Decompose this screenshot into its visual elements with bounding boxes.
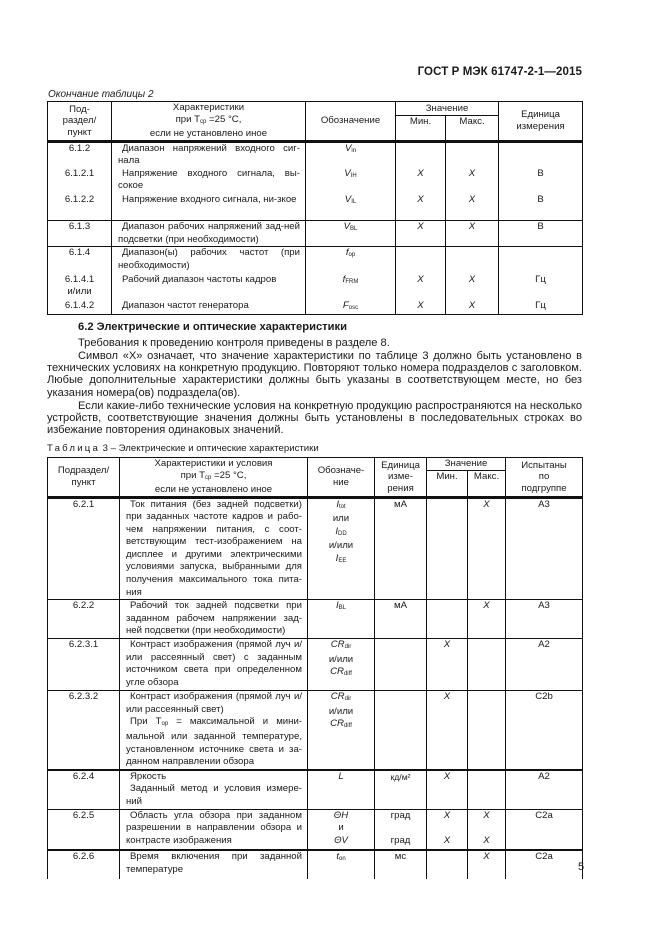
header-value: Значение (396, 102, 499, 116)
header-characteristics (112, 102, 306, 142)
row-max: X (468, 850, 506, 879)
row-unit (499, 141, 583, 168)
paragraph: Если какие-либо технические условия на конкретную продукцию распространяются на несколько устройств, соответствующие значения должны быть установлены в последовательных строках во избежание повторения одинаковых значений. (47, 400, 582, 437)
row-description: Диапазон(ы) рабочих частот (при необходимости) (112, 247, 306, 274)
header-designation: Обозначение (306, 102, 396, 142)
standard-code-header: ГОСТ Р МЭК 61747-2-1—2015 (417, 66, 582, 78)
table-row (48, 247, 583, 274)
row-min: X X (427, 809, 468, 850)
row-description: Диапазон рабочих напряжений зад-ней подсветки (при необходимости) (112, 221, 306, 247)
row-max: X (468, 600, 506, 639)
header-text: Единица (381, 459, 420, 471)
row-description: Ток питания (без задней подсветки) при заданных частоте кадров и рабо-чем напряжении питания, с соот-ветствующим тест-изображением на дисплее и другими электрическими условиями запуска, выбранными для получения максимального тока пита-ния (120, 497, 308, 600)
row-unit: кд/м² (375, 770, 427, 809)
row-symbol: $t_{on}$ (308, 850, 375, 879)
header-text: измерения (516, 120, 565, 132)
row-id: 6.1.2.1 (48, 168, 112, 194)
row-max (468, 691, 506, 770)
header-text: пункт (71, 476, 96, 488)
row-test-group: C2a (506, 850, 583, 879)
header-text: Испытаны (521, 459, 567, 471)
row-min: X (396, 168, 446, 194)
row-unit: мА (375, 600, 427, 639)
row-symbol: $I_{tot}$ или $I_{DD}$ и/или $I_{EE}$ (308, 497, 375, 600)
row-id: 6.2.2 (48, 600, 120, 639)
header-unit (499, 102, 583, 142)
table-2 (47, 101, 583, 315)
paragraph: Требования к проведению контроля приведены в разделе 8. (78, 337, 390, 349)
row-id: 6.1.2.2 (48, 194, 112, 221)
header-value: Значение (427, 458, 506, 471)
row-symbol: $f_{op}$ (306, 247, 396, 274)
row-max: X (446, 168, 499, 194)
table-row (48, 691, 583, 770)
row-min: X (396, 194, 446, 221)
row-min (427, 497, 468, 600)
row-id: 6.1.3 (48, 221, 112, 247)
row-symbol: $I_{BL}$ (308, 600, 375, 639)
table-row (48, 497, 583, 600)
row-max: X X (468, 809, 506, 850)
row-symbol: $F_{osc}$ (306, 300, 396, 315)
header-text: при $T_{ср} =25$ °С, (175, 113, 242, 125)
row-max (468, 770, 506, 809)
row-description: Время включения при заданной температуре (120, 850, 308, 879)
page-number: 5 (578, 861, 585, 873)
row-min: X (396, 300, 446, 315)
row-symbol: $V_{IH}$ (306, 168, 396, 194)
row-unit (375, 639, 427, 691)
row-test-group: C2a (506, 809, 583, 850)
row-symbol: $CR_{dir}$ и/или $CR_{diff}$ (308, 639, 375, 691)
row-unit: В (499, 168, 583, 194)
row-id: 6.1.4.2 (48, 300, 112, 315)
row-min: X (427, 770, 468, 809)
header-text: раздел/ (62, 115, 97, 126)
row-min: X (396, 221, 446, 247)
row-description: Яркость Заданный метод и условия измере-ний (120, 770, 308, 809)
row-unit: мс (375, 850, 427, 879)
header-text: Характеристики (172, 102, 245, 113)
table-row (48, 639, 583, 691)
row-description: Диапазон напряжений входного сиг-нала (112, 141, 306, 168)
table-row (48, 809, 583, 850)
row-min: X (427, 639, 468, 691)
row-min (396, 141, 446, 168)
row-id: 6.1.4 (48, 247, 112, 274)
header-text: если не установлено иное (149, 128, 268, 139)
header-text: ние (333, 476, 349, 488)
row-test-group: А2 (506, 770, 583, 809)
row-max (446, 247, 499, 274)
row-description: Область угла обзора при заданном разрешении в направлении обзора и контрасте изображения (120, 809, 308, 850)
header-max: Макс. (446, 115, 499, 141)
paragraph: Символ «X» означает, что значение характеристики по таблице 3 должно быть установлено в технических условиях на конкретную продукцию. Повторяют только номера подразделов с заголовком. Любые дополнительные характеристики должны быть указаны в соответствующем месте, но без указания номера(ов) подраздела(ов). (47, 350, 582, 399)
row-symbol: $V_{in}$ (306, 141, 396, 168)
table2-continuation-caption: Окончание таблицы 2 (48, 89, 154, 100)
header-max: Макс. (468, 471, 506, 497)
table-row (48, 168, 583, 194)
row-test-group: C2b (506, 691, 583, 770)
row-id: 6.2.1 (48, 497, 120, 600)
header-designation (308, 458, 375, 498)
header-min: Мин. (396, 115, 446, 141)
row-symbol: $CR_{dir}$ и/или $CR_{diff}$ (308, 691, 375, 770)
row-min: X (396, 274, 446, 300)
section-title: 6.2 Электрические и оптические характеристики (78, 321, 348, 333)
row-max: X (446, 194, 499, 221)
row-id: 6.1.4.1 и/или (48, 274, 112, 300)
row-id: 6.2.3.2 (48, 691, 120, 770)
table-row (48, 850, 583, 879)
row-test-group: А3 (506, 600, 583, 639)
row-description: Напряжение входного сигнала, вы-сокое (112, 168, 306, 194)
row-max (446, 141, 499, 168)
header-unit (375, 458, 427, 498)
table-row (48, 194, 583, 221)
header-text: Обозначе- (317, 465, 365, 477)
row-unit: В (499, 194, 583, 221)
header-text: Подраздел/ (57, 465, 110, 477)
row-description: Рабочий ток задней подсветки при заданном рабочем напряжении зад-ней подсветки (при необходимости) (120, 600, 308, 639)
header-text: Под- (69, 103, 90, 115)
header-min: Мин. (427, 471, 468, 497)
row-min (427, 850, 468, 879)
row-unit (499, 247, 583, 274)
row-max: X (446, 274, 499, 300)
row-symbol: ΘH и ΘV (308, 809, 375, 850)
row-max: X (468, 497, 506, 600)
row-max (468, 639, 506, 691)
header-tested-subgroup (506, 458, 583, 498)
header-subsection (48, 102, 112, 142)
header-text: если не установлено иное (154, 484, 273, 495)
row-min: X (427, 691, 468, 770)
header-text: при $T_{ср} =25$ °С, (180, 469, 247, 481)
table-row (48, 300, 583, 315)
row-unit: Гц (499, 300, 583, 315)
row-min (396, 247, 446, 274)
row-test-group: А2 (506, 639, 583, 691)
row-test-group: А3 (506, 497, 583, 600)
row-unit: град град (375, 809, 427, 850)
row-symbol: $V_{BL}$ (306, 221, 396, 247)
table-row (48, 600, 583, 639)
row-id: 6.2.5 (48, 809, 120, 850)
row-max: X (446, 300, 499, 315)
row-id: 6.2.6 (48, 850, 120, 879)
row-max: X (446, 221, 499, 247)
header-text: Единица (521, 109, 560, 121)
header-text: пункт (67, 126, 92, 138)
row-min (427, 600, 468, 639)
table-3 (47, 457, 583, 879)
row-unit (375, 691, 427, 770)
row-symbol: $V_{IL}$ (306, 194, 396, 221)
row-description: Рабочий диапазон частоты кадров (112, 274, 306, 300)
row-id: 6.2.4 (48, 770, 120, 809)
row-description: Напряжение входного сигнала, ни-зкое (112, 194, 306, 221)
row-description: Диапазон частот генератора (112, 300, 306, 315)
header-text: Характеристики и условия (154, 458, 273, 469)
row-symbol: $f_{FRM}$ (306, 274, 396, 300)
row-unit: мА (375, 497, 427, 600)
header-text: изме- (388, 471, 413, 482)
row-id: 6.1.2 (48, 141, 112, 168)
table3-caption: Таблица 3 – Электрические и оптические характеристики (47, 443, 319, 454)
row-description: Контраст изображения (прямой луч и/или рассеянный свет) При $T_{ор}$ = максимальной и мини-мальной или заданной температуре, установленном источнике света и за-данном направлении обзора (120, 691, 308, 770)
table-row (48, 221, 583, 247)
table-row (48, 274, 583, 300)
header-text: подгруппе (521, 482, 567, 494)
row-symbol: L (308, 770, 375, 809)
table-row (48, 770, 583, 809)
row-unit: В (499, 221, 583, 247)
row-id: 6.2.3.1 (48, 639, 120, 691)
row-description: Контраст изображения (прямой луч и/или рассеянный свет) с заданным источником света при определенном угле обзора (120, 639, 308, 691)
header-characteristics (120, 458, 308, 498)
table-row (48, 141, 583, 168)
row-unit: Гц (499, 274, 583, 300)
header-subsection (48, 458, 120, 498)
header-text: по (538, 471, 550, 482)
header-text: рения (387, 482, 414, 494)
